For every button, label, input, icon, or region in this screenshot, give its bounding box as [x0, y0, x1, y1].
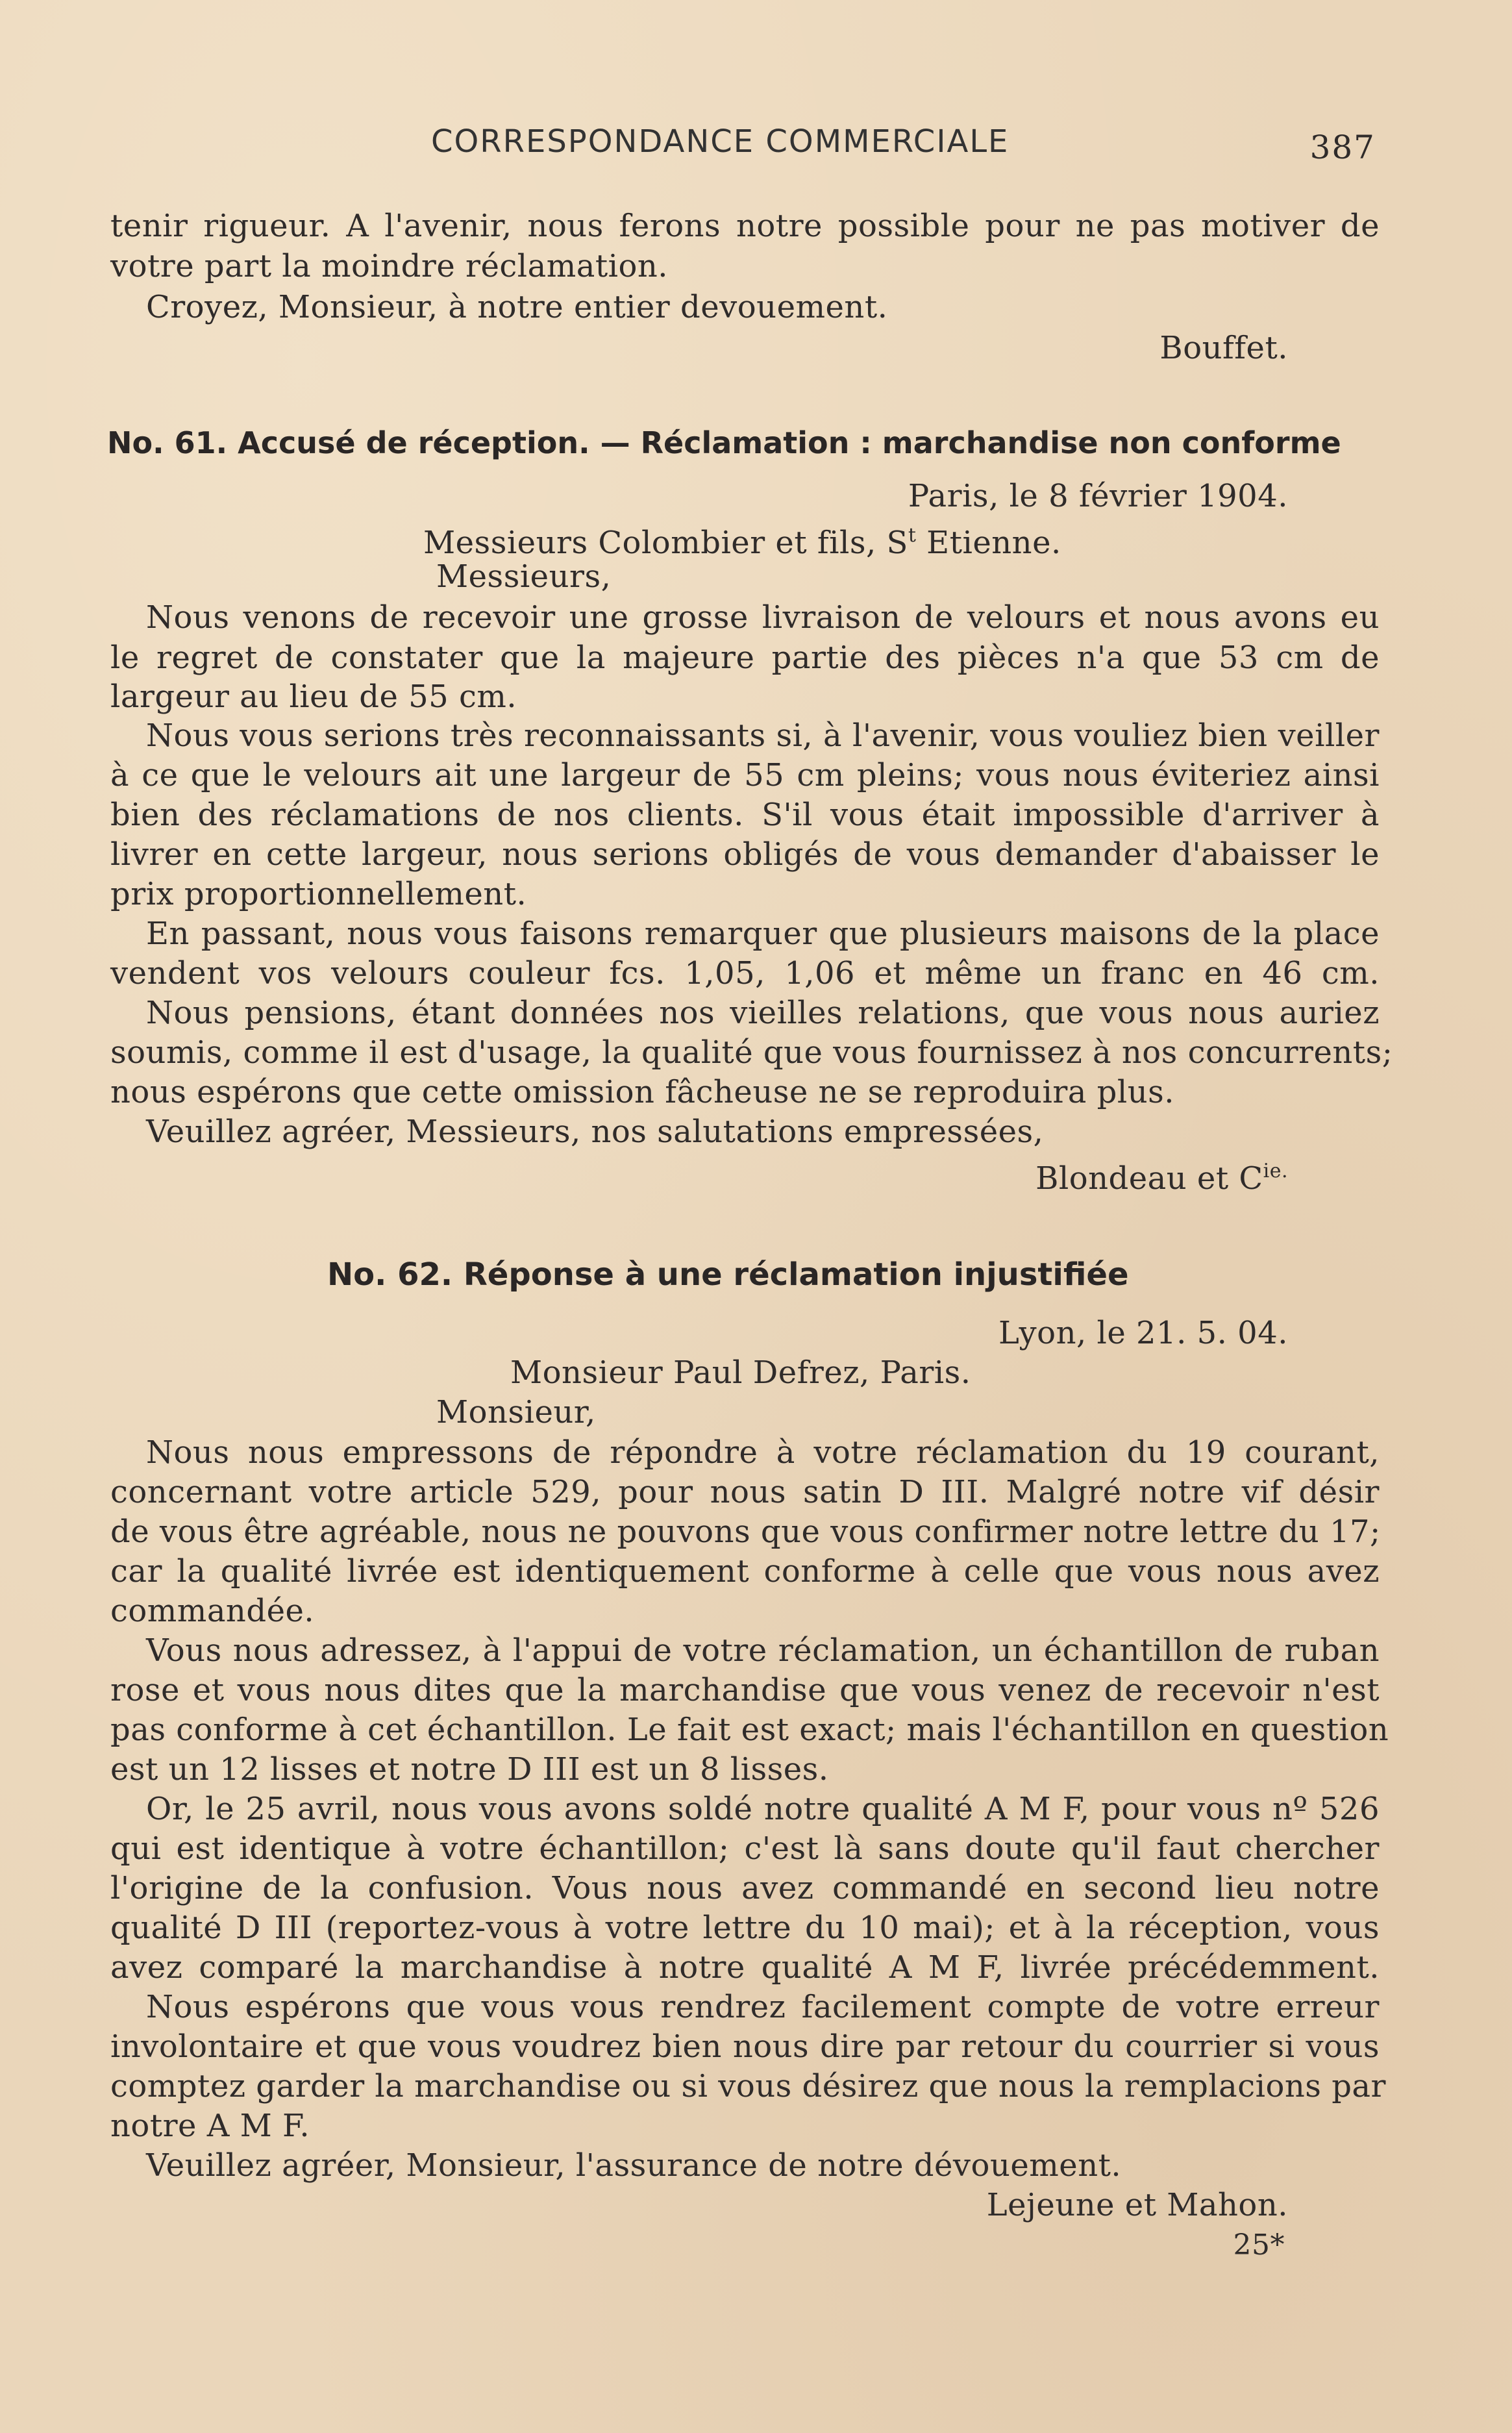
- letter-61-signature: [1035, 1152, 1288, 1197]
- page-number: 387: [1309, 129, 1376, 166]
- letter-61-line: soumis, comme il est d'usage, la qualité que vous fournissez à nos concurrents;: [110, 1034, 1393, 1071]
- addressee-text: Messieurs Colombier et fils, S: [423, 525, 908, 561]
- continued-letter-line: votre part la moindre réclamation.: [110, 248, 669, 284]
- letter-62-line: notre A M F.: [110, 2108, 310, 2144]
- letter-62-dateline: Lyon, le 21. 5. 04.: [998, 1315, 1288, 1351]
- letter-62-line: commandée.: [110, 1593, 315, 1629]
- letter-61-line: Nous venons de recevoir une grosse livraison de velours et nous avons eu: [146, 599, 1380, 636]
- letter-61-line: livrer en cette largeur, nous serions obligés de vous demander d'abaisser le: [110, 836, 1380, 873]
- letter-62-line: qui est identique à votre échantillon; c'est là sans doute qu'il faut chercher: [110, 1830, 1380, 1867]
- letter-62-line: avez comparé la marchandise à notre qualité A M F, livrée précédemment.: [110, 1949, 1380, 1986]
- letter-61-dateline: Paris, le 8 février 1904.: [908, 478, 1288, 514]
- letter-61-line: prix proportionnellement.: [110, 876, 527, 912]
- letter-61-line: Nous pensions, étant données nos vieilles relations, que vous nous auriez: [146, 995, 1380, 1031]
- letter-62-line: involontaire et que vous voudrez bien nous dire par retour du courrier si vous: [110, 2028, 1380, 2065]
- letter-62-line: qualité D III (reportez-vous à votre lettre du 10 mai); et à la réception, vous: [110, 1910, 1380, 1946]
- letter-62-heading: No. 62. Réponse à une réclamation injustifiée: [327, 1256, 1129, 1293]
- letter-62-line: Nous nous empressons de répondre à votre réclamation du 19 courant,: [146, 1434, 1380, 1471]
- letter-61-line: nous espérons que cette omission fâcheuse ne se reproduira plus.: [110, 1074, 1175, 1110]
- letter-62-line: Nous espérons que vous vous rendrez facilement compte de votre erreur: [146, 1989, 1380, 2025]
- addressee-superscript: t: [908, 524, 917, 547]
- letter-61-line: bien des réclamations de nos clients. S'il vous était impossible d'arriver à: [110, 797, 1380, 833]
- letter-61-line: Veuillez agréer, Messieurs, nos salutations empressées,: [146, 1114, 1044, 1150]
- letter-61-line: Nous vous serions très reconnaissants si, à l'avenir, vous vouliez bien veiller: [146, 717, 1380, 754]
- letter-61-addressee: [423, 516, 1061, 561]
- letter-62-line: Or, le 25 avril, nous vous avons soldé notre qualité A M F, pour vous nº 526: [146, 1791, 1380, 1827]
- letter-62-line: comptez garder la marchandise ou si vous désirez que nous la remplacions par: [110, 2068, 1386, 2104]
- continued-letter-line: Croyez, Monsieur, à notre entier devouement.: [146, 289, 888, 325]
- signature-superscript: ie.: [1263, 1160, 1288, 1182]
- letter-62-line: concernant votre article 529, pour nous satin D III. Malgré notre vif désir: [110, 1474, 1380, 1510]
- letter-62-addressee: Monsieur Paul Defrez, Paris.: [510, 1354, 971, 1391]
- running-title: CORRESPONDANCE COMMERCIALE: [431, 123, 1010, 160]
- letter-62-line: car la qualité livrée est identiquement conforme à celle que vous nous avez: [110, 1553, 1380, 1590]
- letter-61-line: le regret de constater que la majeure partie des pièces n'a que 53 cm de: [110, 640, 1380, 676]
- letter-62-line: rose et vous nous dites que la marchandise que vous venez de recevoir n'est: [110, 1672, 1380, 1708]
- letter-62-salutation: Monsieur,: [436, 1394, 596, 1430]
- signature-mark: 25*: [1233, 2228, 1285, 2262]
- signature-text: Blondeau et C: [1035, 1160, 1263, 1197]
- letter-61-line: En passant, nous vous faisons remarquer que plusieurs maisons de la place: [146, 916, 1380, 952]
- letter-62-line: Vous nous adressez, à l'appui de votre réclamation, un échantillon de ruban: [146, 1632, 1380, 1669]
- addressee-city: Etienne.: [916, 525, 1061, 561]
- letter-62-line: pas conforme à cet échantillon. Le fait est exact; mais l'échantillon en question: [110, 1712, 1389, 1748]
- letter-62-line: Veuillez agréer, Monsieur, l'assurance de notre dévouement.: [146, 2147, 1122, 2184]
- continued-letter-line: tenir rigueur. A l'avenir, nous ferons notre possible pour ne pas motiver de: [110, 208, 1380, 244]
- letter-61-line: à ce que le velours ait une largeur de 55 cm pleins; vous nous éviteriez ainsi: [110, 757, 1380, 793]
- letter-62-signature: Lejeune et Mahon.: [986, 2187, 1288, 2223]
- letter-61-salutation: Messieurs,: [436, 558, 612, 595]
- letter-62-line: l'origine de la confusion. Vous nous avez commandé en second lieu notre: [110, 1870, 1380, 1906]
- letter-62-line: de vous être agréable, nous ne pouvons que vous confirmer notre lettre du 17;: [110, 1514, 1381, 1550]
- letter-61-line: largeur au lieu de 55 cm.: [110, 679, 517, 715]
- letter-61-line: vendent vos velours couleur fcs. 1,05, 1,06 et même un franc en 46 cm.: [110, 955, 1380, 992]
- letter-61-heading: No. 61. Accusé de réception. — Réclamation : marchandise non conforme: [107, 425, 1341, 460]
- continued-letter-signature: Bouffet.: [1159, 330, 1288, 366]
- letter-62-line: est un 12 lisses et notre D III est un 8 lisses.: [110, 1751, 829, 1788]
